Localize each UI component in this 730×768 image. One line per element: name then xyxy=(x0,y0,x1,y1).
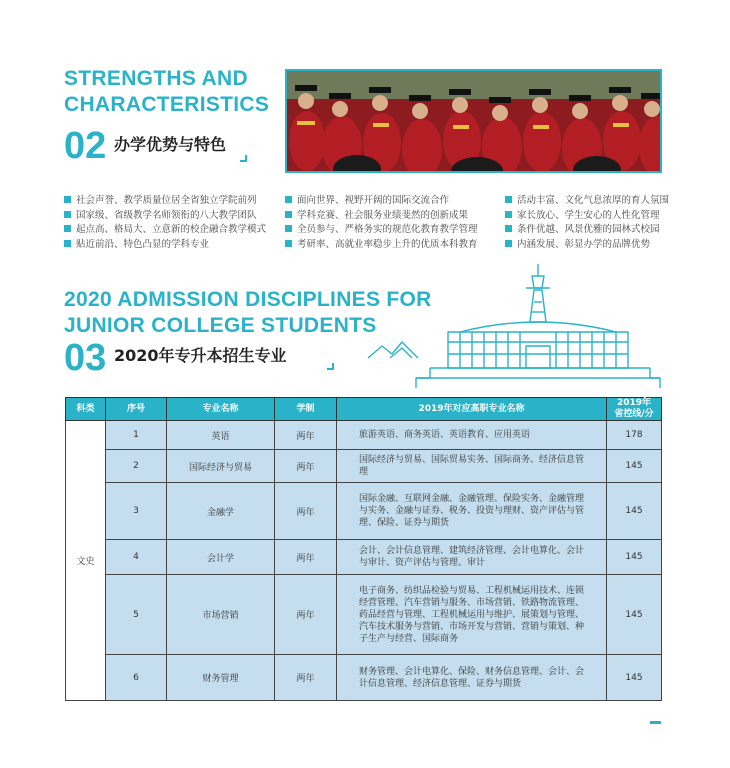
feature-item: 贴近前沿、特色凸显的学科专业 xyxy=(64,238,266,253)
table-row xyxy=(66,421,662,450)
duration-cell: 两年 xyxy=(275,655,337,701)
bullet-square-icon xyxy=(64,196,71,203)
vocational-cell: 会计、会计信息管理、建筑经济管理、会计电算化、会计与审计、资产评估与管理、审计 xyxy=(337,540,607,575)
header-duration: 学制 xyxy=(275,398,337,421)
index-cell: 6 xyxy=(106,655,167,701)
index-cell: 1 xyxy=(106,421,167,450)
table-header-row xyxy=(66,398,662,421)
score-cell: 145 xyxy=(607,655,662,701)
feature-item: 学科竞赛、社会服务业绩斐然的创新成果 xyxy=(285,209,478,224)
major-cell: 国际经济与贸易 xyxy=(167,450,275,483)
feature-item: 内涵发展、彰显办学的品牌优势 xyxy=(505,238,669,253)
index-cell: 3 xyxy=(106,483,167,540)
feature-item: 起点高、格局大、立意新的校企融合教学模式 xyxy=(64,223,266,238)
table-row xyxy=(66,450,662,483)
table-row xyxy=(66,540,662,575)
admission-title-en: 2020 ADMISSION DISCIPLINES FOR JUNIOR COLLEGE STUDENTS xyxy=(64,288,432,337)
score-cell: 178 xyxy=(607,421,662,450)
feature-item: 家长放心、学生安心的人性化管理 xyxy=(505,209,669,224)
table-row xyxy=(66,655,662,701)
page-marker xyxy=(650,721,661,724)
vocational-cell: 财务管理、会计电算化、保险、财务信息管理、会计、会计信息管理、经济信息管理、证券与期货 xyxy=(337,655,607,701)
index-cell: 2 xyxy=(106,450,167,483)
score-cell: 145 xyxy=(607,540,662,575)
features-column-2 xyxy=(285,194,478,252)
strengths-title-cn: 办学优势与特色 xyxy=(114,135,227,154)
duration-cell: 两年 xyxy=(275,421,337,450)
bullet-square-icon xyxy=(285,225,292,232)
bullet-square-icon xyxy=(505,240,512,247)
bullet-square-icon xyxy=(285,240,292,247)
index-cell: 5 xyxy=(106,575,167,655)
header-vocational: 2019年对应高职专业名称 xyxy=(337,398,607,421)
vocational-cell: 国际金融、互联网金融、金融管理、保险实务、金融管理与实务、金融与证券、税务、投资与理财、资产评估与管理、保险、证券与期货 xyxy=(337,483,607,540)
duration-cell: 两年 xyxy=(275,483,337,540)
category-cell: 文史 xyxy=(66,421,106,701)
section-number-02: 02 xyxy=(64,125,107,167)
bullet-square-icon xyxy=(64,225,71,232)
admission-title-cn: 2020年专升本招生专业 xyxy=(114,346,287,365)
header-major: 专业名称 xyxy=(167,398,275,421)
feature-item: 面向世界、视野开阔的国际交流合作 xyxy=(285,194,478,209)
header-score: 2019年 省控线/分 xyxy=(607,398,662,421)
features-column-3 xyxy=(505,194,669,252)
strengths-title-en: STRENGTHS AND CHARACTERISTICS xyxy=(64,67,270,116)
graduation-ceremony-photo xyxy=(285,69,662,173)
feature-item: 全员参与、严格务实的规范化教育教学管理 xyxy=(285,223,478,238)
bullet-square-icon xyxy=(505,196,512,203)
header-index: 序号 xyxy=(106,398,167,421)
index-cell: 4 xyxy=(106,540,167,575)
bullet-square-icon xyxy=(285,211,292,218)
feature-item: 考研率、高就业率稳步上升的优质本科教育 xyxy=(285,238,478,253)
duration-cell: 两年 xyxy=(275,450,337,483)
feature-item: 条件优越、风景优雅的园林式校园 xyxy=(505,223,669,238)
score-cell: 145 xyxy=(607,483,662,540)
table-row xyxy=(66,575,662,655)
bullet-square-icon xyxy=(505,211,512,218)
major-cell: 财务管理 xyxy=(167,655,275,701)
bullet-square-icon xyxy=(505,225,512,232)
vocational-cell: 旅游英语、商务英语、英语教育、应用英语 xyxy=(337,421,607,450)
graduation-photo-illustration xyxy=(287,71,662,173)
bullet-square-icon xyxy=(64,240,71,247)
feature-item: 社会声誉、教学质量位居全省独立学院前列 xyxy=(64,194,266,209)
score-cell: 145 xyxy=(607,575,662,655)
major-cell: 英语 xyxy=(167,421,275,450)
campus-building-line-art xyxy=(360,262,664,388)
bullet-square-icon xyxy=(285,196,292,203)
bullet-square-icon xyxy=(64,211,71,218)
table-row xyxy=(66,483,662,540)
admission-table xyxy=(65,397,662,701)
score-cell: 145 xyxy=(607,450,662,483)
duration-cell: 两年 xyxy=(275,575,337,655)
vocational-cell: 电子商务、纺织品检验与贸易、工程机械运用技术、连锁经营管理、汽车营销与服务、市场营销、铁路物流管理、药品经营与管理、工程机械运用与维护、展策划与管理、汽车技术服务与营销、市场开发与营销、营销与策划、种子生产与经营、国际商务 xyxy=(337,575,607,655)
major-cell: 金融学 xyxy=(167,483,275,540)
major-cell: 市场营销 xyxy=(167,575,275,655)
feature-item: 活动丰富、文化气息浓厚的育人氛围 xyxy=(505,194,669,209)
vocational-cell: 国际经济与贸易、国际贸易实务、国际商务、经济信息管理 xyxy=(337,450,607,483)
section-number-03: 03 xyxy=(64,337,107,379)
features-column-1 xyxy=(64,194,266,252)
corner-mark xyxy=(240,155,247,162)
header-category: 科类 xyxy=(66,398,106,421)
major-cell: 会计学 xyxy=(167,540,275,575)
feature-item: 国家级、省级教学名师领衔的八大教学团队 xyxy=(64,209,266,224)
duration-cell: 两年 xyxy=(275,540,337,575)
corner-mark xyxy=(327,363,334,370)
